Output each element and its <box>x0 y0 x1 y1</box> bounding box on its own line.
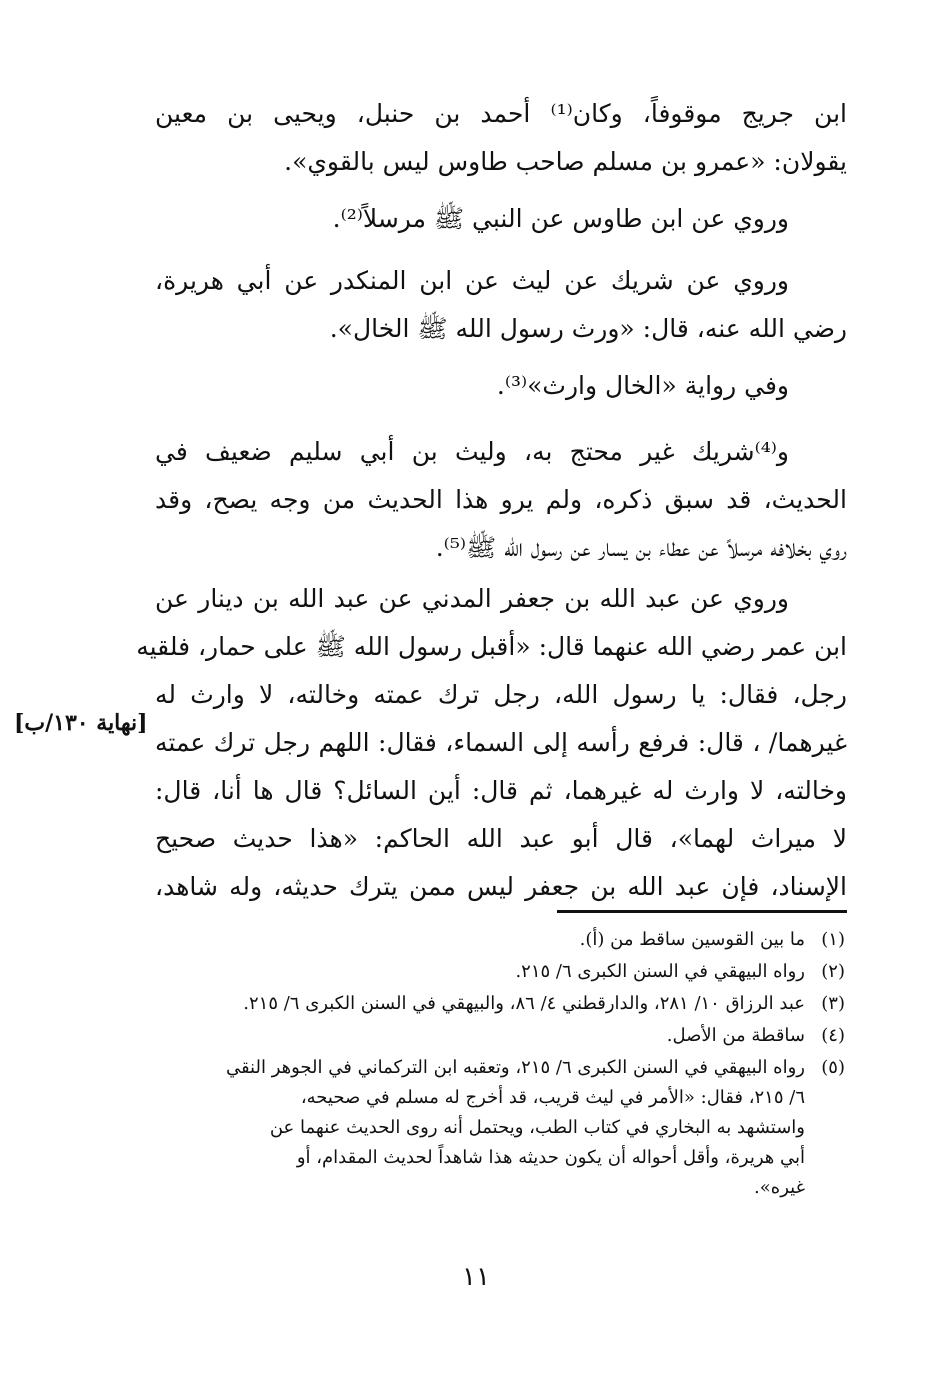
paragraph-6 <box>136 575 847 911</box>
paragraph-3 <box>155 257 847 353</box>
footnote-number: (٣) <box>821 993 845 1014</box>
footnote-line: واستشهد به البخاري في كتاب الطب، ويحتمل أنه روى الحديث عنهما عن <box>269 1117 805 1138</box>
footnote-line: ٦/ ٢١٥، فقال: «الأمر في ليث قريب، قد أخرج له مسلم في صحيحه، <box>300 1087 805 1108</box>
footnote-line: غيره». <box>754 1177 805 1198</box>
text-line: رضي الله عنه، قال: «ورث رسول الله ﷺ الخال». <box>329 314 847 343</box>
footnote-4 <box>185 1021 845 1051</box>
text-line: الحديث، قد سبق ذكره، ولم يرو هذا الحديث من وجه يصح، وقد <box>155 485 847 514</box>
footnote-2 <box>185 957 845 987</box>
footnote-line: رواه البيهقي في السنن الكبرى ٦/ ٢١٥، وتعقبه ابن التركماني في الجوهر النقي <box>225 1057 805 1078</box>
paragraph-2 <box>155 195 847 243</box>
text-line: وروي عن عبد الله بن جعفر المدني عن عبد الله بن دينار عن <box>155 584 789 613</box>
footnotes <box>185 925 845 1203</box>
footnote-line: عبد الرزاق ١٠/ ٢٨١، والدارقطني ٤/ ٨٦، والبيهقي في السنن الكبرى ٦/ ٢١٥. <box>243 993 805 1014</box>
footnote-1 <box>185 925 845 955</box>
paragraph-1 <box>155 90 847 186</box>
text-line: لا ميراث لهما»، قال أبو عبد الله الحاكم: «هذا حديث صحيح <box>155 824 847 853</box>
margin-note: [نهاية ١٣٠/ب] <box>14 710 148 736</box>
text-line: وروي عن شريك عن ليث عن ابن المنكدر عن أبي هريرة، <box>155 266 789 295</box>
page-number: ١١ <box>462 1262 490 1292</box>
footnote-5 <box>185 1053 845 1203</box>
text-line: غيرهما/ ، قال: فرفع رأسه إلى السماء، فقال: اللهم رجل ترك عمته <box>155 728 847 757</box>
text-line: ابن عمر رضي الله عنهما قال: «أقبل رسول الله ﷺ على حمار، فلقيه <box>136 632 847 661</box>
footnote-number: (٤) <box>821 1025 845 1046</box>
text-line: روي بخلافه مرسلاً عن عطاء بن يسار عن رسول الله ﷺ⁽⁵⁾. <box>435 533 847 562</box>
footnote-number: (١) <box>821 929 845 950</box>
text-line: وروي عن ابن طاوس عن النبي ﷺ مرسلاً⁽²⁾. <box>332 204 789 233</box>
footnote-3 <box>185 989 845 1019</box>
text-line: و⁽⁴⁾شريك غير محتج به، وليث بن أبي سليم ضعيف في <box>155 437 789 466</box>
footnote-line: أبي هريرة، وأقل أحواله أن يكون حديثه هذا شاهداً لحديث المقدام، أو <box>296 1147 805 1168</box>
footnote-line: ما بين القوسين ساقط من (أ). <box>579 929 805 950</box>
text-line: يقولان: «عمرو بن مسلم صاحب طاوس ليس بالقوي». <box>284 147 847 176</box>
paragraph-4 <box>155 362 847 410</box>
paragraph-5 <box>155 428 847 572</box>
footnote-number: (٥) <box>821 1057 845 1078</box>
footnote-number: (٢) <box>821 961 845 982</box>
text-line: ابن جريج موقوفاً، وكان⁽¹⁾ أحمد بن حنبل، ويحيى بن معين <box>155 99 847 128</box>
footnote-divider <box>557 910 847 913</box>
footnote-line: ساقطة من الأصل. <box>666 1025 805 1046</box>
text-line: وخالته، لا وارث له غيرهما، ثم قال: أين السائل؟ قال ها أنا، قال: <box>155 776 847 805</box>
text-line: رجل، فقال: يا رسول الله، رجل ترك عمته وخالته، لا وارث له <box>155 680 847 709</box>
text-line: وفي رواية «الخال وارث»⁽³⁾. <box>496 371 789 400</box>
footnote-line: رواه البيهقي في السنن الكبرى ٦/ ٢١٥. <box>515 961 805 982</box>
text-line: الإسناد، فإن عبد الله بن جعفر ليس ممن يترك حديثه، وله شاهد، <box>155 872 847 901</box>
